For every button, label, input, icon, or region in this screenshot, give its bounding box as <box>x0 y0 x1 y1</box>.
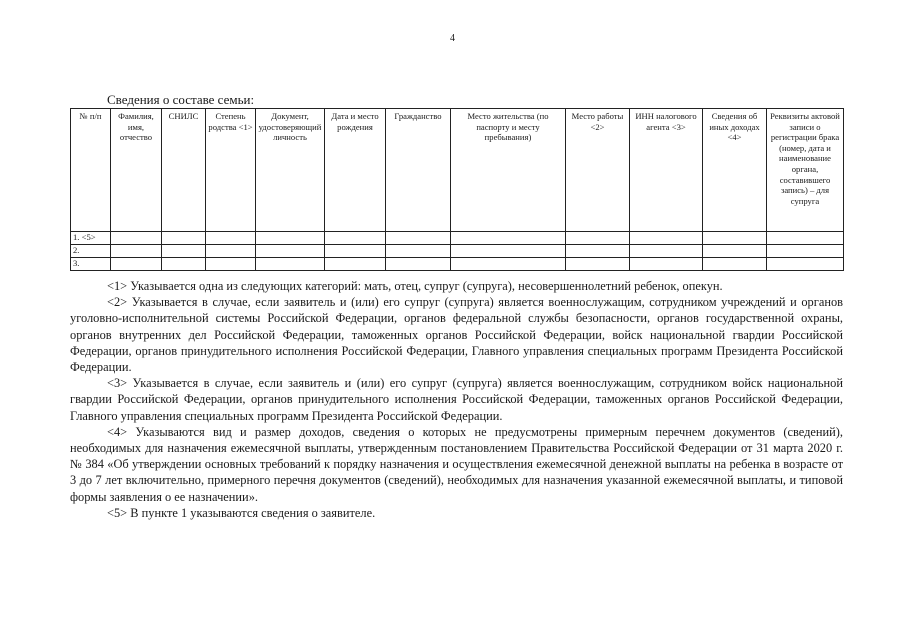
table-header-row <box>71 109 844 232</box>
table-cell <box>630 258 703 271</box>
table-cell <box>162 258 206 271</box>
footnotes <box>70 278 843 521</box>
header-cell-snils: СНИЛС <box>162 109 206 232</box>
table-cell <box>386 232 451 245</box>
footnote-1: <1> Указывается одна из следующих категорий: мать, отец, супруг (супруга), несовершеннолетний ребенок, опекун. <box>107 279 723 293</box>
table-row <box>71 245 844 258</box>
table-cell <box>111 245 162 258</box>
table-cell <box>256 245 325 258</box>
footnote-5: <5> В пункте 1 указываются сведения о заявителе. <box>107 505 376 520</box>
table-cell <box>162 232 206 245</box>
footnote-2: <2> Указывается в случае, если заявитель и (или) его супруг (супруга) является военнослужащим, сотрудником учреждений и органов уголовно-исполнительной системы Российской Федерации, органов федеральной службы безопасности, органов государственной охраны, органов внутренних дел Российской Федерации, таможенных органов Российской Федерации, войск национальной гвардии Российской Федерации, органов принудительного исполнения Российской Федерации, Главного управления специальных программ Президента Российской Федерации. <box>70 295 843 375</box>
table-cell <box>767 258 844 271</box>
family-composition-table <box>70 108 844 271</box>
table-cell <box>325 232 386 245</box>
table-cell <box>566 232 630 245</box>
table-cell <box>162 245 206 258</box>
header-cell-workplace: Место работы <2> <box>566 109 630 232</box>
table-cell <box>386 258 451 271</box>
table-cell <box>256 258 325 271</box>
header-cell-marriage-record: Реквизиты актовой записи о регистрации брака (номер, дата и наименование органа, составившего запись) – для супруга <box>767 109 844 232</box>
table-row <box>71 232 844 245</box>
table-cell <box>111 258 162 271</box>
table-cell <box>111 232 162 245</box>
table-cell <box>566 258 630 271</box>
table-row <box>71 258 844 271</box>
table-cell <box>256 232 325 245</box>
table-cell <box>767 232 844 245</box>
table-cell <box>206 258 256 271</box>
header-cell-number: № п/п <box>71 109 111 232</box>
table-cell <box>325 245 386 258</box>
section-title: Сведения о составе семьи: <box>107 92 255 107</box>
table-cell <box>703 232 767 245</box>
header-cell-citizenship: Гражданство <box>386 109 451 232</box>
table-cell <box>630 245 703 258</box>
header-cell-birth-date-place: Дата и место рождения <box>325 109 386 232</box>
table-cell <box>206 232 256 245</box>
table-cell <box>451 245 566 258</box>
table-cell <box>703 245 767 258</box>
header-cell-relationship: Степень родства <1> <box>206 109 256 232</box>
header-cell-other-income: Сведения об иных доходах <4> <box>703 109 767 232</box>
table-cell <box>630 232 703 245</box>
table-cell <box>386 245 451 258</box>
table-cell <box>767 245 844 258</box>
row-number: 3. <box>71 258 111 271</box>
table-cell <box>206 245 256 258</box>
footnote-4: <4> Указываются вид и размер доходов, сведения о которых не предусмотрены примерным перечнем документов (сведений), необходимых для назначения ежемесячной выплаты, утвержденным постановлением Правительства Российской Федерации от 31 марта 2020 г. № 384 «Об утверждении основных требований к порядку назначения и осуществления ежемесячной денежной выплаты на ребенка в возрасте от 3 до 7 лет включительно, примерного перечня документов (сведений), необходимых для назначения указанной ежемесячной выплаты, и типовой формы заявления о ее назначении». <box>70 424 843 504</box>
header-cell-id-document: Документ, удостоверяющий личность <box>256 109 325 232</box>
footnote-3: <3> Указывается в случае, если заявитель и (или) его супруг (супруга) является военнослужащим, сотрудником войск национальной гвардии Российской Федерации, органов принудительного исполнения Российской Федерации, таможенных органов Российской Федерации, Главного управления специальных программ Президента Российской Федерации. <box>70 376 843 423</box>
table-cell <box>451 258 566 271</box>
page-number: 4 <box>450 33 455 44</box>
header-cell-full-name: Фамилия, имя, отчество <box>111 109 162 232</box>
table-cell <box>566 245 630 258</box>
row-number: 2. <box>71 245 111 258</box>
header-cell-tax-agent-inn: ИНН налогового агента <3> <box>630 109 703 232</box>
table-cell <box>703 258 767 271</box>
row-number: 1. <5> <box>71 232 111 245</box>
table-cell <box>325 258 386 271</box>
header-cell-residence: Место жительства (по паспорту и месту пребывания) <box>451 109 566 232</box>
table-cell <box>451 232 566 245</box>
